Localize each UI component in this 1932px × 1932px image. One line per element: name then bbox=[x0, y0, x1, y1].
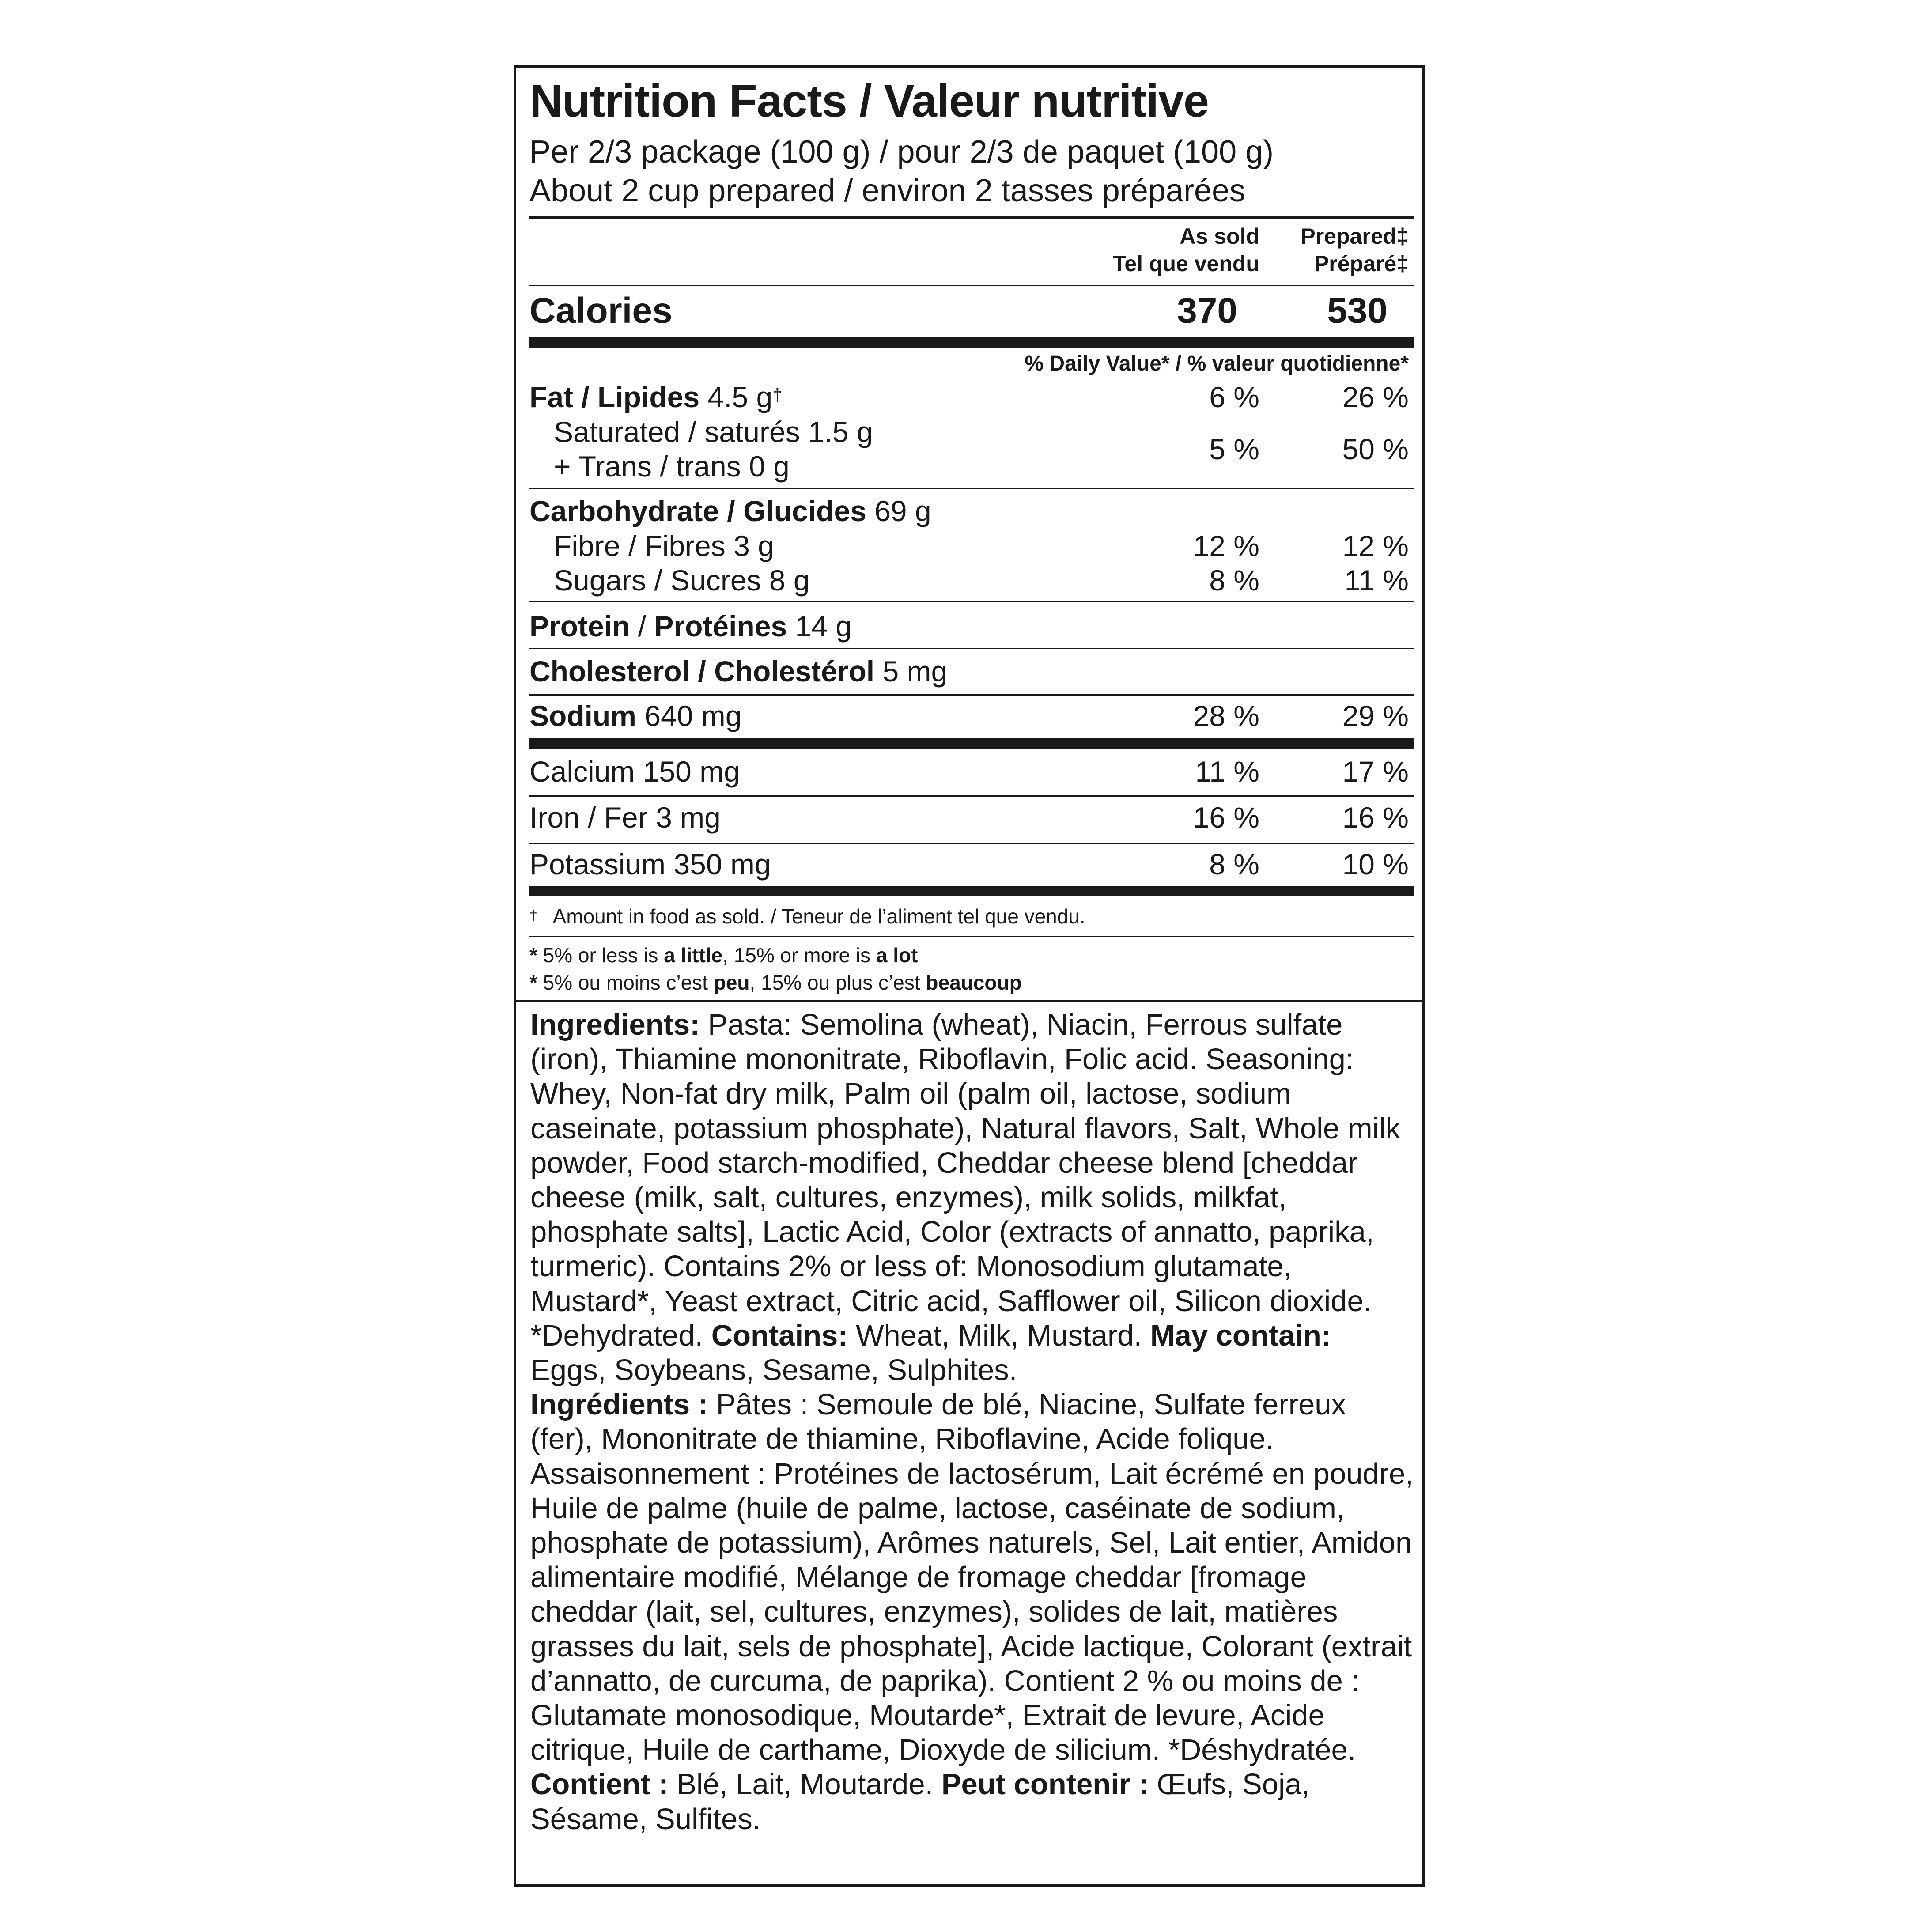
ingredients-fr bbox=[530, 1388, 1414, 1837]
fat-row-label bbox=[529, 379, 782, 415]
col-prepared-fr: Préparé‡ bbox=[1314, 251, 1409, 276]
fat-dv-prepared: 26 % bbox=[1342, 381, 1409, 413]
divider-heavy bbox=[529, 738, 1414, 749]
nutrition-label bbox=[514, 65, 1425, 1887]
iron-label: Iron / Fer 3 mg bbox=[529, 801, 721, 834]
serving-prepared: About 2 cup prepared / environ 2 tasses préparées bbox=[529, 173, 1246, 208]
dagger-footnote-text: Amount in food as sold. / Teneur de l’aliment tel que vendu. bbox=[552, 905, 1085, 928]
potassium-dv-prepared: 10 % bbox=[1342, 848, 1409, 881]
potassium-label: Potassium 350 mg bbox=[529, 848, 771, 881]
fat-dagger: † bbox=[772, 386, 783, 405]
potassium-dv-as-sold: 8 % bbox=[1209, 848, 1259, 881]
divider bbox=[529, 488, 1414, 489]
col-as-sold-fr: Tel que vendu bbox=[1112, 251, 1259, 276]
may-contain-en-text: Eggs, Soybeans, Sesame, Sulphites. bbox=[530, 1354, 1017, 1387]
daily-value-header: % Daily Value* / % valeur quotidienne* bbox=[1025, 352, 1409, 375]
calcium-dv-prepared: 17 % bbox=[1342, 755, 1409, 788]
divider bbox=[529, 694, 1414, 696]
calcium-dv-as-sold: 11 % bbox=[1195, 755, 1259, 788]
carbohydrate-row-label bbox=[529, 493, 931, 529]
dv-footnote-fr bbox=[529, 969, 1022, 996]
cholesterol-row-label bbox=[529, 654, 947, 689]
contains-en-text: Wheat, Milk, Mustard. bbox=[847, 1319, 1150, 1352]
sodium-dv-prepared: 29 % bbox=[1342, 699, 1409, 732]
col-prepared-en: Prepared‡ bbox=[1301, 224, 1409, 249]
section-divider bbox=[516, 1000, 1422, 1002]
may-contain-en-label: May contain: bbox=[1150, 1319, 1331, 1352]
may-contain-fr-text: Œufs, Soja, Sésame, Sulfites. bbox=[530, 1768, 1310, 1836]
fibre-label: Fibre / Fibres 3 g bbox=[554, 529, 774, 562]
carbohydrate-label: Carbohydrate / Glucides bbox=[529, 495, 866, 527]
dv-footnote-en-star: * bbox=[529, 944, 537, 967]
fibre-dv-as-sold: 12 % bbox=[1193, 529, 1259, 562]
dv-footnote-en-text-b: , 15% or more is bbox=[722, 944, 876, 967]
sugars-label: Sugars / Sucres 8 g bbox=[554, 564, 810, 597]
dv-footnote-en bbox=[529, 941, 918, 969]
divider-heavy bbox=[529, 886, 1414, 896]
dagger-mark: † bbox=[529, 907, 537, 923]
fibre-dv-prepared: 12 % bbox=[1342, 529, 1409, 562]
cholesterol-amount: 5 mg bbox=[882, 655, 948, 688]
nutrition-facts-table bbox=[529, 68, 1414, 1002]
protein-label-fr: Protéines bbox=[654, 610, 787, 643]
contains-en-label: Contains: bbox=[711, 1319, 848, 1352]
sat-trans-dv-prepared: 50 % bbox=[1342, 433, 1409, 465]
fat-amount: 4.5 g bbox=[707, 381, 773, 413]
ingredients-fr-label: Ingrédients : bbox=[530, 1388, 708, 1422]
divider bbox=[529, 795, 1414, 797]
calories-label: Calories bbox=[529, 291, 673, 331]
cholesterol-label: Cholesterol / Cholestérol bbox=[529, 655, 875, 688]
dv-footnote-fr-peu: peu bbox=[713, 971, 750, 994]
contains-fr-label: Contient : bbox=[530, 1768, 669, 1801]
sodium-row-label bbox=[529, 698, 741, 733]
divider bbox=[529, 843, 1414, 844]
dv-footnote-fr-text-b: , 15% ou plus c’est bbox=[749, 971, 926, 994]
sodium-dv-as-sold: 28 % bbox=[1193, 699, 1259, 732]
sugars-dv-prepared: 11 % bbox=[1344, 564, 1409, 597]
label-title: Nutrition Facts / Valeur nutritive bbox=[529, 76, 1209, 127]
ingredients-fr-text: Pâtes : Semoule de blé, Niacine, Sulfate ferreux (fer), Mononitrate de thiamine, Riboflavine, Acide folique. Assaisonnement : Protéines de lactosérum, Lait écrémé en poudre, Huile de palme (huile de palme, lactose, caséinate de sodium, phosphate de potassium), Arômes naturels, Sel, Lait entier, Amidon alimentaire modifié, Mélange de fromage cheddar [fromage cheddar (lait, sel, cultures, enzymes), solides de lait, matières grasses du lait, sels de phosphate], Acide lactique, Colorant (extrait d’annatto, de curcuma, de paprika). Contient 2 % ou moins de : Glutamate monosodique, Moutarde*, Extrait de levure, Acide citrique, Huile de carthame, Dioxyde de silicium. *Déshydratée. bbox=[530, 1388, 1414, 1767]
calcium-label: Calcium 150 mg bbox=[529, 755, 740, 788]
divider bbox=[529, 285, 1414, 286]
dagger-footnote bbox=[529, 903, 1085, 930]
sodium-label: Sodium bbox=[529, 699, 636, 732]
divider-thick bbox=[529, 216, 1414, 219]
dv-footnote-fr-text-a: 5% ou moins c’est bbox=[537, 971, 714, 994]
iron-dv-prepared: 16 % bbox=[1342, 801, 1409, 834]
protein-amount: 14 g bbox=[795, 610, 852, 643]
ingredients-section bbox=[530, 1008, 1414, 1837]
fat-label: Fat / Lipides bbox=[529, 381, 700, 413]
calories-prepared: 530 bbox=[1327, 291, 1388, 331]
sugars-dv-as-sold: 8 % bbox=[1209, 564, 1259, 597]
may-contain-fr-label: Peut contenir : bbox=[941, 1768, 1149, 1801]
trans-label: + Trans / trans 0 g bbox=[554, 450, 790, 483]
serving-size: Per 2/3 package (100 g) / pour 2/3 de paquet (100 g) bbox=[529, 134, 1274, 170]
protein-separator: / bbox=[630, 610, 654, 643]
ingredients-en bbox=[530, 1008, 1414, 1388]
iron-dv-as-sold: 16 % bbox=[1193, 801, 1259, 834]
dv-footnote-fr-star: * bbox=[529, 971, 537, 994]
ingredients-en-label: Ingredients: bbox=[530, 1008, 700, 1041]
dv-footnote-en-text-a: 5% or less is bbox=[537, 944, 664, 967]
dv-footnote-en-lot: a lot bbox=[876, 944, 918, 967]
saturated-label: Saturated / saturés 1.5 g bbox=[554, 416, 873, 448]
dv-footnote-en-little: a little bbox=[664, 944, 723, 967]
divider-heavy bbox=[529, 337, 1414, 348]
protein-label-en: Protein bbox=[529, 610, 630, 643]
fat-dv-as-sold: 6 % bbox=[1209, 381, 1259, 413]
carbohydrate-amount: 69 g bbox=[874, 495, 931, 527]
sodium-amount: 640 mg bbox=[644, 699, 742, 732]
protein-row-label bbox=[529, 609, 852, 644]
col-as-sold-en: As sold bbox=[1180, 224, 1259, 249]
divider bbox=[529, 648, 1414, 649]
sat-trans-dv-as-sold: 5 % bbox=[1209, 433, 1259, 465]
dv-footnote-fr-beaucoup: beaucoup bbox=[926, 971, 1022, 994]
ingredients-en-text: Pasta: Semolina (wheat), Niacin, Ferrous sulfate (iron), Thiamine mononitrate, Riboflavin, Folic acid. Seasoning: Whey, Non-fat dry milk, Palm oil (palm oil, lactose, sodium caseinate, potassium phosphate), Natural flavors, Salt, Whole milk powder, Food starch-modified, Cheddar cheese blend [cheddar cheese (milk, salt, cultures, enzymes), milk solids, milkfat, phosphate salts], Lactic Acid, Color (extracts of annatto, paprika, turmeric). Contains 2% or less of: Monosodium glutamate, Mustard*, Yeast extract, Citric acid, Safflower oil, Silicon dioxide. *Dehydrated. bbox=[530, 1008, 1400, 1352]
contains-fr-text: Blé, Lait, Moutarde. bbox=[668, 1768, 941, 1801]
divider bbox=[529, 601, 1414, 602]
divider bbox=[529, 936, 1414, 937]
calories-as-sold: 370 bbox=[1177, 291, 1237, 331]
